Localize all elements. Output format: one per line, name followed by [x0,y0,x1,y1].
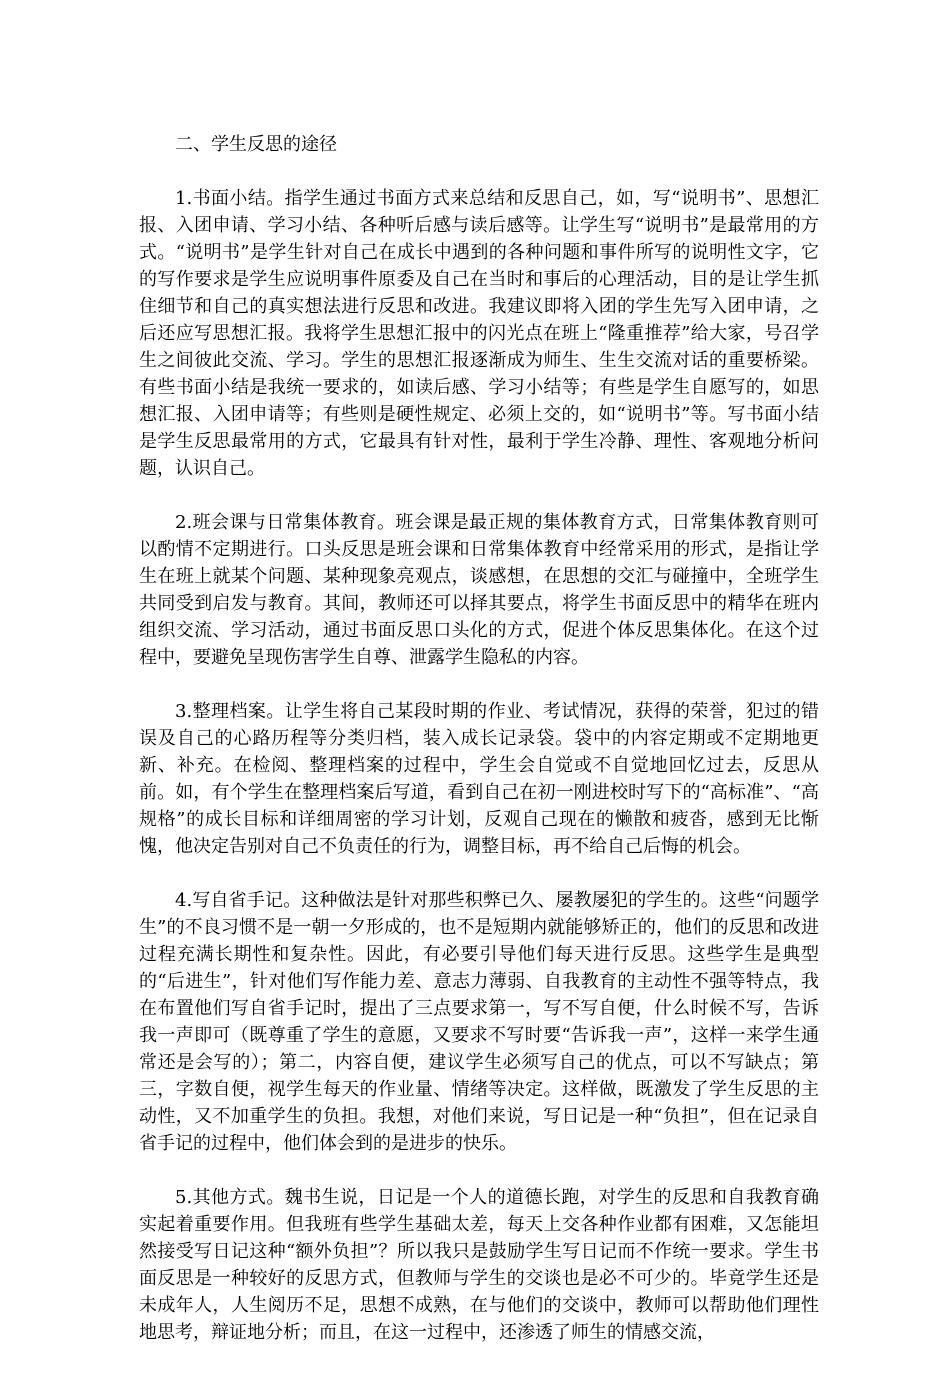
document-body [139,131,819,1373]
section-heading: 二、学生反思的途径 [175,134,337,155]
paragraph-class-meeting: 2.班会课与日常集体教育。班会课是最正规的集体教育方式，日常集体教育则可以酌情不定期进行。口头反思是班会课和日常集体教育中经常采用的形式，是指让学生在班上就某个问题、某种现象亮观点，谈感想，在思想的交汇与碰撞中，全班学生共同受到启发与教育。其间，教师还可以择其要点，将学生书面反思中的精华在班内组织交流、学习活动，通过书面反思口头化的方式，促进个体反思集体化。在这个过程中，要避免呈现伤害学生自尊、泄露学生隐私的内容。 [139,512,819,668]
paragraph-written-summary: 1.书面小结。指学生通过书面方式来总结和反思自己，如，写“说明书”、思想汇报、入团申请、学习小结、各种听后感与读后感等。让学生写“说明书”是最常用的方式。“说明书”是学生针对自己在成长中遇到的各种问题和事件所写的说明性文字，它的写作要求是学生应说明事件原委及自己在当时和事后的心理活动，目的是让学生抓住细节和自己的真实想法进行反思和改进。我建议即将入团的学生先写入团申请，之后还应写思想汇报。我将学生思想汇报中的闪光点在班上“隆重推荐”给大家，号召学生之间彼此交流、学习。学生的思想汇报逐渐成为师生、生生交流对话的重要桥梁。有些书面小结是我统一要求的，如读后感、学习小结等；有些是学生自愿写的，如思想汇报、入团申请等；有些则是硬性规定、必须上交的，如“说明书”等。写书面小结是学生反思最常用的方式，它最具有针对性，最利于学生冷静、理性、客观地分析问题，认识自己。 [139,188,819,479]
paragraph-other-methods: 5.其他方式。魏书生说，日记是一个人的道德长跑，对学生的反思和自我教育确实起着重要作用。但我班有些学生基础太差，每天上交各种作业都有困难，又怎能坦然接受写日记这种“额外负担”？所以我只是鼓励学生写日记而不作统一要求。学生书面反思是一种较好的反思方式，但教师与学生的交谈也是必不可少的。毕竟学生还是未成年人，人生阅历不足，思想不成熟，在与他们的交谈中，教师可以帮助他们理性地思考，辩证地分析；而且，在这一过程中，还渗透了师生的情感交流， [139,1187,819,1343]
paragraph-self-reflection-notes: 4.写自省手记。这种做法是针对那些积弊已久、屡教屡犯的学生的。这些“问题学生”的不良习惯不是一朝一夕形成的，也不是短期内就能够矫正的，他们的反思和改进过程充满长期性和复杂性。因此，有必要引导他们每天进行反思。这些学生是典型的“后进生”，针对他们写作能力差、意志力薄弱、自我教育的主动性不强等特点，我在布置他们写自省手记时，提出了三点要求第一，写不写自便，什么时候不写，告诉我一声即可（既尊重了学生的意愿，又要求不写时要“告诉我一声”，这样一来学生通常还是会写的）；第二，内容自便，建议学生必须写自己的优点，可以不写缺点；第三，字数自便，视学生每天的作业量、情绪等决定。这样做，既激发了学生反思的主动性，又不加重学生的负担。我想，对他们来说，写日记是一种“负担”，但在记录自省手记的过程中，他们体会到的是进步的快乐。 [139,890,819,1154]
paragraph-archive: 3.整理档案。让学生将自己某段时期的作业、考试情况，获得的荣誉，犯过的错误及自己的心路历程等分类归档，装入成长记录袋。袋中的内容定期或不定期地更新、补充。在检阅、整理档案的过程中，学生会自觉或不自觉地回忆过去，反思从前。如，有个学生在整理档案后写道，看到自己在初一刚进校时写下的“高标准”、“高规格”的成长目标和详细周密的学习计划，反观自己现在的懒散和疲沓，感到无比惭愧，他决定告别对自己不负责任的行为，调整目标，再不给自己后悔的机会。 [139,701,819,857]
